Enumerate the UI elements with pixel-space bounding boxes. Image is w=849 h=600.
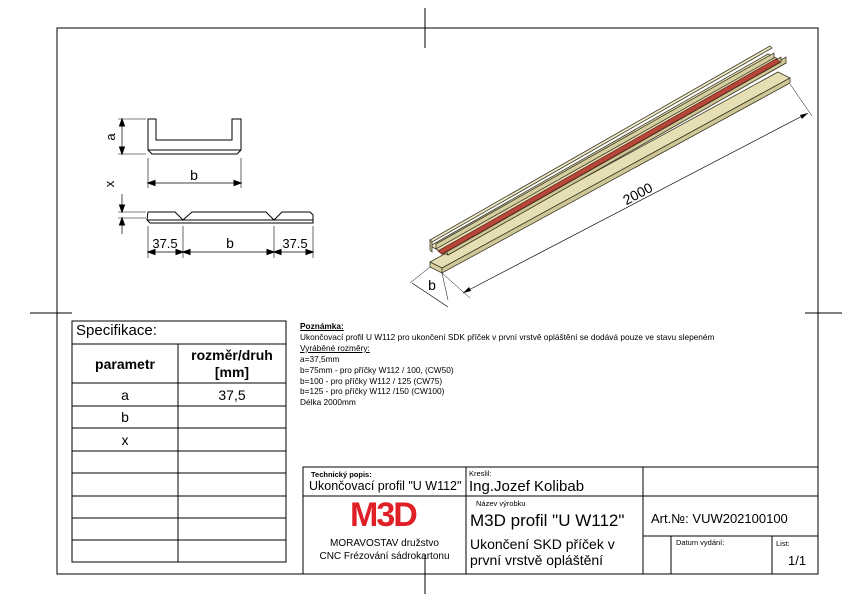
drawn-by-value: Ing.Jozef Kolibab <box>469 478 585 495</box>
spec-row-param: x <box>121 432 129 448</box>
spec-row-param: a <box>121 387 129 403</box>
drawn-by-label: Kreslil: <box>469 469 492 478</box>
iso-length-label: 2000 <box>620 179 656 208</box>
notes-line: Ukončovací profil U W112 pro ukončení SDK příček v první vrstvě opláštění se dodává pouze ve stavu slepeném <box>300 331 715 342</box>
issue-date-label: Datum vydání: <box>676 538 725 547</box>
spec-row-param: b <box>121 409 129 425</box>
tech-desc-value: Ukončovací profil "U W112" <box>309 479 462 493</box>
iso-dimensions <box>410 84 812 307</box>
company-service: CNC Frézování sádrokartonu <box>319 551 450 562</box>
art-number: Art.№: VUW202100100 <box>651 511 788 526</box>
spec-col-size-line2: [mm] <box>214 364 250 380</box>
notes-block <box>300 321 714 408</box>
notes-line: b=125 - pro příčky W112 /150 (CW100) <box>300 386 445 397</box>
spec-row-value: 37,5 <box>218 387 246 403</box>
x-dimension <box>118 194 146 234</box>
u-profile-section <box>118 119 241 188</box>
notes-line: b=100 - pro příčky W112 / 125 (CW75) <box>300 375 443 386</box>
spec-col-size-line1: rozměr/druh <box>191 347 273 363</box>
notes-line: Délka 2000mm <box>300 397 356 408</box>
dim-a-label: a <box>103 133 118 141</box>
tech-desc-label: Technický popis: <box>311 470 372 479</box>
notes-line: a=37,5mm <box>300 353 340 364</box>
dim-right-label: 37.5 <box>282 236 308 251</box>
dim-b-label: b <box>190 167 198 183</box>
notes-line: b=75mm - pro příčky W112 / 100, (CW50) <box>300 364 454 375</box>
product-label: Název výrobku <box>476 499 526 508</box>
dim-left-label: 37.5 <box>152 236 178 251</box>
notes-heading: Poznámka: <box>300 321 344 331</box>
product-desc-line1: Ukončení SKD příček v <box>470 536 615 552</box>
sheet-label: List: <box>776 539 790 548</box>
product-name: M3D profil "U W112" <box>470 511 625 530</box>
m3d-logo: M3D <box>350 496 416 534</box>
isometric-profile <box>430 46 790 273</box>
company-name: MORAVOSTAV družstvo <box>330 538 439 549</box>
spec-col-param: parametr <box>95 356 155 372</box>
product-desc-line2: první vrstvě opláštění <box>470 552 604 568</box>
dim-mid-label: b <box>226 235 234 251</box>
sheet-value: 1/1 <box>788 553 807 568</box>
spec-title: Specifikace: <box>76 322 157 339</box>
notes-subheading: Vyráběné rozměry: <box>300 342 370 353</box>
iso-width-label: b <box>428 277 436 293</box>
dim-x-label: x <box>102 180 117 188</box>
